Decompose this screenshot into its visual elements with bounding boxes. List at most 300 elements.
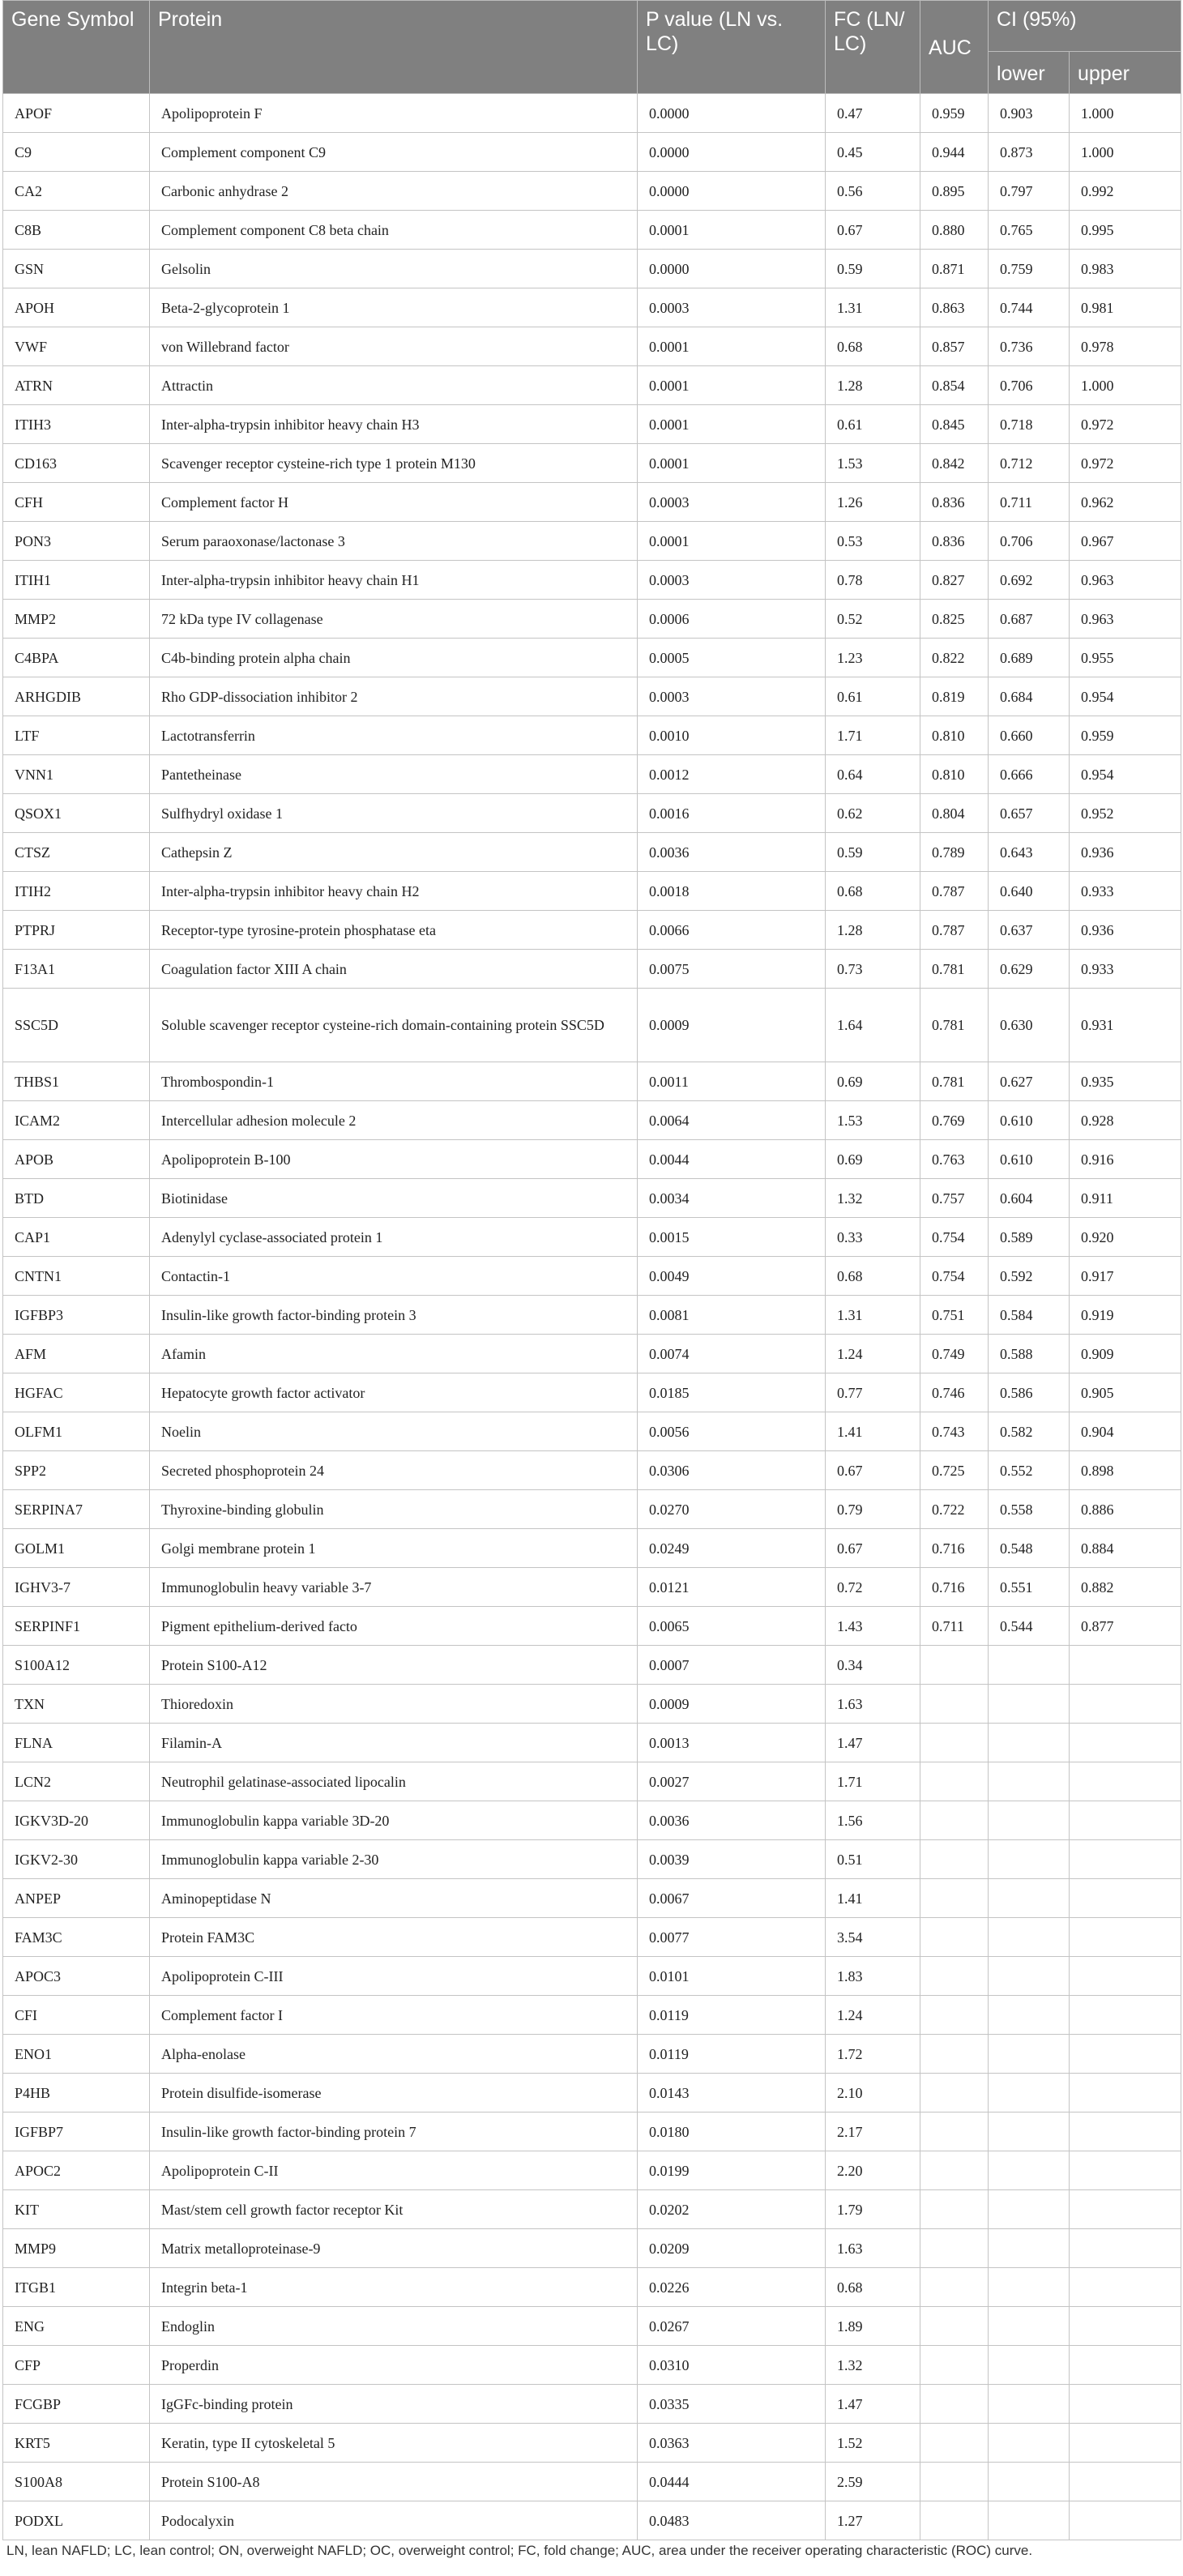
cell-ci-lower	[989, 2385, 1070, 2424]
cell-fc: 0.72	[826, 1568, 920, 1607]
cell-auc: 0.880	[920, 211, 989, 250]
cell-ci-upper: 1.000	[1070, 94, 1181, 133]
cell-protein: Integrin beta-1	[150, 2268, 638, 2307]
cell-fc: 1.79	[826, 2190, 920, 2229]
cell-p-value: 0.0056	[638, 1412, 826, 1451]
cell-ci-upper	[1070, 2424, 1181, 2463]
table-row	[3, 561, 1181, 600]
cell-auc: 0.810	[920, 755, 989, 794]
cell-ci-upper: 0.972	[1070, 405, 1181, 444]
cell-ci-upper: 0.981	[1070, 288, 1181, 327]
cell-auc: 0.804	[920, 794, 989, 833]
cell-fc: 0.69	[826, 1062, 920, 1101]
cell-fc: 0.78	[826, 561, 920, 600]
cell-auc: 0.716	[920, 1568, 989, 1607]
cell-protein: Receptor-type tyrosine-protein phosphatase eta	[150, 911, 638, 950]
cell-auc: 0.863	[920, 288, 989, 327]
cell-fc: 0.34	[826, 1646, 920, 1685]
cell-ci-lower: 0.643	[989, 833, 1070, 872]
table-row	[3, 327, 1181, 366]
cell-p-value: 0.0001	[638, 211, 826, 250]
cell-ci-upper: 0.963	[1070, 561, 1181, 600]
table-row	[3, 716, 1181, 755]
cell-fc: 1.56	[826, 1801, 920, 1840]
cell-p-value: 0.0065	[638, 1607, 826, 1646]
cell-ci-lower: 0.627	[989, 1062, 1070, 1101]
cell-ci-lower	[989, 2346, 1070, 2385]
cell-protein: Matrix metalloproteinase-9	[150, 2229, 638, 2268]
cell-ci-lower	[989, 1957, 1070, 1996]
cell-p-value: 0.0000	[638, 94, 826, 133]
cell-ci-lower: 0.657	[989, 794, 1070, 833]
cell-p-value: 0.0005	[638, 639, 826, 677]
cell-ci-lower: 0.666	[989, 755, 1070, 794]
cell-ci-lower	[989, 1801, 1070, 1840]
cell-p-value: 0.0018	[638, 872, 826, 911]
cell-gene-symbol: APOH	[3, 288, 150, 327]
cell-p-value: 0.0270	[638, 1490, 826, 1529]
cell-protein: Immunoglobulin kappa variable 2-30	[150, 1840, 638, 1879]
cell-auc: 0.763	[920, 1140, 989, 1179]
cell-gene-symbol: MMP9	[3, 2229, 150, 2268]
cell-fc: 1.71	[826, 1762, 920, 1801]
cell-gene-symbol: ITIH3	[3, 405, 150, 444]
cell-p-value: 0.0015	[638, 1218, 826, 1257]
cell-fc: 2.59	[826, 2463, 920, 2501]
table-row	[3, 1879, 1181, 1918]
cell-ci-upper	[1070, 1646, 1181, 1685]
cell-auc: 0.781	[920, 950, 989, 989]
cell-fc: 1.52	[826, 2424, 920, 2463]
table-row	[3, 2307, 1181, 2346]
cell-protein: Thrombospondin-1	[150, 1062, 638, 1101]
cell-p-value: 0.0202	[638, 2190, 826, 2229]
cell-ci-upper: 0.955	[1070, 639, 1181, 677]
table-row	[3, 1257, 1181, 1296]
cell-protein: Immunoglobulin heavy variable 3-7	[150, 1568, 638, 1607]
cell-protein: Aminopeptidase N	[150, 1879, 638, 1918]
cell-ci-upper: 0.904	[1070, 1412, 1181, 1451]
cell-gene-symbol: ITIH1	[3, 561, 150, 600]
cell-ci-lower: 0.759	[989, 250, 1070, 288]
cell-ci-lower: 0.586	[989, 1373, 1070, 1412]
table-row	[3, 600, 1181, 639]
cell-fc: 0.52	[826, 600, 920, 639]
cell-ci-lower	[989, 2035, 1070, 2074]
table-row	[3, 211, 1181, 250]
cell-gene-symbol: QSOX1	[3, 794, 150, 833]
cell-gene-symbol: CNTN1	[3, 1257, 150, 1296]
table-row	[3, 1218, 1181, 1257]
table-row	[3, 1957, 1181, 1996]
cell-fc: 1.31	[826, 288, 920, 327]
cell-auc	[920, 1801, 989, 1840]
cell-p-value: 0.0064	[638, 1101, 826, 1140]
cell-gene-symbol: S100A12	[3, 1646, 150, 1685]
cell-fc: 0.64	[826, 755, 920, 794]
cell-ci-lower: 0.640	[989, 872, 1070, 911]
cell-ci-upper: 0.978	[1070, 327, 1181, 366]
table-row	[3, 1373, 1181, 1412]
cell-gene-symbol: CFH	[3, 483, 150, 522]
cell-gene-symbol: AFM	[3, 1335, 150, 1373]
cell-gene-symbol: APOC3	[3, 1957, 150, 1996]
cell-ci-lower	[989, 2307, 1070, 2346]
cell-fc: 2.10	[826, 2074, 920, 2112]
cell-ci-lower	[989, 2074, 1070, 2112]
cell-p-value: 0.0036	[638, 1801, 826, 1840]
cell-auc	[920, 2112, 989, 2151]
cell-ci-upper: 0.963	[1070, 600, 1181, 639]
cell-protein: Afamin	[150, 1335, 638, 1373]
table-row	[3, 1840, 1181, 1879]
cell-fc: 1.24	[826, 1996, 920, 2035]
cell-protein: Inter-alpha-trypsin inhibitor heavy chain H2	[150, 872, 638, 911]
cell-p-value: 0.0001	[638, 366, 826, 405]
cell-fc: 0.62	[826, 794, 920, 833]
table-row	[3, 1335, 1181, 1373]
cell-auc: 0.711	[920, 1607, 989, 1646]
cell-ci-lower	[989, 1724, 1070, 1762]
cell-gene-symbol: THBS1	[3, 1062, 150, 1101]
table-row	[3, 2268, 1181, 2307]
cell-gene-symbol: IGKV2-30	[3, 1840, 150, 1879]
cell-auc	[920, 1840, 989, 1879]
cell-gene-symbol: FAM3C	[3, 1918, 150, 1957]
cell-fc: 0.53	[826, 522, 920, 561]
cell-ci-upper: 0.972	[1070, 444, 1181, 483]
cell-ci-lower	[989, 2424, 1070, 2463]
cell-protein: Protein S100-A8	[150, 2463, 638, 2501]
cell-ci-lower: 0.711	[989, 483, 1070, 522]
cell-ci-lower: 0.712	[989, 444, 1070, 483]
cell-fc: 1.72	[826, 2035, 920, 2074]
cell-ci-upper: 0.992	[1070, 172, 1181, 211]
cell-fc: 0.67	[826, 1529, 920, 1568]
cell-ci-upper	[1070, 1996, 1181, 2035]
cell-gene-symbol: LCN2	[3, 1762, 150, 1801]
cell-gene-symbol: ENG	[3, 2307, 150, 2346]
cell-ci-lower: 0.706	[989, 366, 1070, 405]
table-row	[3, 2151, 1181, 2190]
cell-gene-symbol: APOC2	[3, 2151, 150, 2190]
cell-auc: 0.749	[920, 1335, 989, 1373]
cell-ci-upper: 0.959	[1070, 716, 1181, 755]
cell-ci-upper: 0.967	[1070, 522, 1181, 561]
cell-ci-upper: 0.936	[1070, 911, 1181, 950]
cell-ci-lower: 0.629	[989, 950, 1070, 989]
cell-fc: 1.47	[826, 2385, 920, 2424]
cell-p-value: 0.0027	[638, 1762, 826, 1801]
cell-gene-symbol: ICAM2	[3, 1101, 150, 1140]
cell-protein: Neutrophil gelatinase-associated lipocalin	[150, 1762, 638, 1801]
cell-protein: Cathepsin Z	[150, 833, 638, 872]
table-row	[3, 94, 1181, 133]
cell-auc: 0.787	[920, 911, 989, 950]
table-row	[3, 1996, 1181, 2035]
cell-gene-symbol: SERPINF1	[3, 1607, 150, 1646]
cell-gene-symbol: CTSZ	[3, 833, 150, 872]
cell-p-value: 0.0310	[638, 2346, 826, 2385]
cell-auc: 0.757	[920, 1179, 989, 1218]
cell-protein: Rho GDP-dissociation inhibitor 2	[150, 677, 638, 716]
cell-protein: Apolipoprotein C-II	[150, 2151, 638, 2190]
cell-ci-lower	[989, 2190, 1070, 2229]
table-row	[3, 2190, 1181, 2229]
cell-ci-upper: 0.983	[1070, 250, 1181, 288]
cell-p-value: 0.0009	[638, 989, 826, 1062]
cell-protein: Pantetheinase	[150, 755, 638, 794]
cell-fc: 2.17	[826, 2112, 920, 2151]
cell-gene-symbol: VNN1	[3, 755, 150, 794]
cell-protein: Beta-2-glycoprotein 1	[150, 288, 638, 327]
cell-protein: 72 kDa type IV collagenase	[150, 600, 638, 639]
cell-protein: Lactotransferrin	[150, 716, 638, 755]
cell-protein: Complement factor H	[150, 483, 638, 522]
cell-ci-upper	[1070, 1879, 1181, 1918]
cell-p-value: 0.0039	[638, 1840, 826, 1879]
cell-ci-lower: 0.736	[989, 327, 1070, 366]
cell-auc: 0.746	[920, 1373, 989, 1412]
cell-p-value: 0.0012	[638, 755, 826, 794]
cell-p-value: 0.0143	[638, 2074, 826, 2112]
cell-auc	[920, 1957, 989, 1996]
cell-ci-lower: 0.548	[989, 1529, 1070, 1568]
table-row	[3, 1918, 1181, 1957]
cell-auc	[920, 2346, 989, 2385]
cell-auc: 0.789	[920, 833, 989, 872]
cell-fc: 1.63	[826, 2229, 920, 2268]
cell-p-value: 0.0199	[638, 2151, 826, 2190]
cell-auc	[920, 2035, 989, 2074]
cell-protein: Apolipoprotein F	[150, 94, 638, 133]
cell-ci-lower	[989, 2268, 1070, 2307]
table-row	[3, 872, 1181, 911]
table-row	[3, 2074, 1181, 2112]
cell-p-value: 0.0011	[638, 1062, 826, 1101]
cell-p-value: 0.0034	[638, 1179, 826, 1218]
cell-fc: 1.63	[826, 1685, 920, 1724]
cell-protein: Filamin-A	[150, 1724, 638, 1762]
cell-fc: 1.89	[826, 2307, 920, 2346]
cell-gene-symbol: APOF	[3, 94, 150, 133]
cell-gene-symbol: MMP2	[3, 600, 150, 639]
cell-ci-upper: 0.916	[1070, 1140, 1181, 1179]
cell-ci-lower: 0.903	[989, 94, 1070, 133]
cell-ci-upper	[1070, 2035, 1181, 2074]
table-body	[3, 94, 1181, 2540]
table-row	[3, 1062, 1181, 1101]
cell-fc: 3.54	[826, 1918, 920, 1957]
cell-auc	[920, 1646, 989, 1685]
cell-auc	[920, 2424, 989, 2463]
cell-fc: 1.32	[826, 1179, 920, 1218]
cell-fc: 1.27	[826, 2501, 920, 2540]
cell-protein: Scavenger receptor cysteine-rich type 1 protein M130	[150, 444, 638, 483]
cell-fc: 0.77	[826, 1373, 920, 1412]
cell-p-value: 0.0101	[638, 1957, 826, 1996]
cell-gene-symbol: ITIH2	[3, 872, 150, 911]
cell-ci-upper	[1070, 2346, 1181, 2385]
cell-auc: 0.787	[920, 872, 989, 911]
table-row	[3, 639, 1181, 677]
cell-p-value: 0.0010	[638, 716, 826, 755]
cell-gene-symbol: TXN	[3, 1685, 150, 1724]
cell-ci-lower: 0.689	[989, 639, 1070, 677]
cell-protein: Alpha-enolase	[150, 2035, 638, 2074]
cell-ci-lower	[989, 1762, 1070, 1801]
cell-fc: 1.47	[826, 1724, 920, 1762]
cell-ci-upper	[1070, 1762, 1181, 1801]
cell-protein: Golgi membrane protein 1	[150, 1529, 638, 1568]
cell-ci-upper: 0.909	[1070, 1335, 1181, 1373]
cell-ci-upper: 0.905	[1070, 1373, 1181, 1412]
cell-protein: Complement component C9	[150, 133, 638, 172]
cell-p-value: 0.0185	[638, 1373, 826, 1412]
cell-ci-upper: 0.935	[1070, 1062, 1181, 1101]
cell-ci-upper	[1070, 1918, 1181, 1957]
cell-p-value: 0.0363	[638, 2424, 826, 2463]
cell-fc: 1.32	[826, 2346, 920, 2385]
cell-p-value: 0.0306	[638, 1451, 826, 1490]
cell-p-value: 0.0077	[638, 1918, 826, 1957]
cell-p-value: 0.0036	[638, 833, 826, 872]
cell-gene-symbol: IGFBP7	[3, 2112, 150, 2151]
cell-gene-symbol: ARHGDIB	[3, 677, 150, 716]
cell-gene-symbol: LTF	[3, 716, 150, 755]
cell-ci-upper: 0.882	[1070, 1568, 1181, 1607]
cell-auc: 0.871	[920, 250, 989, 288]
cell-p-value: 0.0007	[638, 1646, 826, 1685]
cell-auc	[920, 2151, 989, 2190]
cell-fc: 1.26	[826, 483, 920, 522]
cell-ci-upper	[1070, 2229, 1181, 2268]
cell-gene-symbol: SPP2	[3, 1451, 150, 1490]
cell-protein: von Willebrand factor	[150, 327, 638, 366]
cell-ci-upper: 0.936	[1070, 833, 1181, 872]
cell-fc: 0.68	[826, 1257, 920, 1296]
cell-protein: Hepatocyte growth factor activator	[150, 1373, 638, 1412]
table-row	[3, 2346, 1181, 2385]
table-row	[3, 1529, 1181, 1568]
cell-p-value: 0.0267	[638, 2307, 826, 2346]
table-row	[3, 755, 1181, 794]
cell-p-value: 0.0119	[638, 2035, 826, 2074]
cell-p-value: 0.0001	[638, 405, 826, 444]
cell-ci-lower	[989, 2229, 1070, 2268]
cell-ci-lower	[989, 2463, 1070, 2501]
cell-p-value: 0.0121	[638, 1568, 826, 1607]
cell-auc	[920, 2307, 989, 2346]
cell-ci-lower: 0.660	[989, 716, 1070, 755]
cell-ci-upper	[1070, 2463, 1181, 2501]
cell-ci-lower: 0.718	[989, 405, 1070, 444]
cell-p-value: 0.0081	[638, 1296, 826, 1335]
cell-ci-upper	[1070, 2112, 1181, 2151]
cell-auc: 0.722	[920, 1490, 989, 1529]
cell-gene-symbol: PON3	[3, 522, 150, 561]
cell-gene-symbol: ENO1	[3, 2035, 150, 2074]
cell-gene-symbol: CAP1	[3, 1218, 150, 1257]
cell-ci-upper	[1070, 2385, 1181, 2424]
cell-protein: Carbonic anhydrase 2	[150, 172, 638, 211]
table-row	[3, 794, 1181, 833]
table-row	[3, 366, 1181, 405]
cell-ci-lower: 0.744	[989, 288, 1070, 327]
table-row	[3, 2463, 1181, 2501]
table-row	[3, 483, 1181, 522]
cell-auc	[920, 2190, 989, 2229]
table-row	[3, 288, 1181, 327]
cell-ci-upper: 0.931	[1070, 989, 1181, 1062]
cell-auc: 0.854	[920, 366, 989, 405]
table-row	[3, 2501, 1181, 2540]
cell-auc: 0.827	[920, 561, 989, 600]
cell-ci-upper: 0.933	[1070, 950, 1181, 989]
cell-p-value: 0.0119	[638, 1996, 826, 2035]
cell-fc: 1.24	[826, 1335, 920, 1373]
cell-ci-lower: 0.551	[989, 1568, 1070, 1607]
table-row	[3, 250, 1181, 288]
cell-protein: Properdin	[150, 2346, 638, 2385]
cell-auc: 0.825	[920, 600, 989, 639]
cell-protein: Biotinidase	[150, 1179, 638, 1218]
cell-protein: Insulin-like growth factor-binding protein 3	[150, 1296, 638, 1335]
cell-auc	[920, 1918, 989, 1957]
table-row	[3, 133, 1181, 172]
cell-protein: Coagulation factor XIII A chain	[150, 950, 638, 989]
cell-auc: 0.716	[920, 1529, 989, 1568]
cell-ci-upper: 0.933	[1070, 872, 1181, 911]
cell-auc: 0.781	[920, 989, 989, 1062]
cell-ci-upper: 0.898	[1070, 1451, 1181, 1490]
cell-fc: 0.61	[826, 677, 920, 716]
cell-auc	[920, 2463, 989, 2501]
cell-p-value: 0.0483	[638, 2501, 826, 2540]
table-row	[3, 1646, 1181, 1685]
cell-gene-symbol: PTPRJ	[3, 911, 150, 950]
cell-fc: 1.41	[826, 1412, 920, 1451]
cell-fc: 1.28	[826, 366, 920, 405]
table-row	[3, 444, 1181, 483]
cell-gene-symbol: ANPEP	[3, 1879, 150, 1918]
cell-auc: 0.959	[920, 94, 989, 133]
cell-fc: 1.41	[826, 1879, 920, 1918]
cell-ci-upper	[1070, 2307, 1181, 2346]
header-auc: AUC	[920, 1, 989, 94]
table-row	[3, 911, 1181, 950]
cell-p-value: 0.0249	[638, 1529, 826, 1568]
cell-protein: Insulin-like growth factor-binding protein 7	[150, 2112, 638, 2151]
cell-ci-upper: 0.919	[1070, 1296, 1181, 1335]
cell-gene-symbol: KRT5	[3, 2424, 150, 2463]
table-row	[3, 1296, 1181, 1335]
cell-auc	[920, 2501, 989, 2540]
cell-ci-lower	[989, 2501, 1070, 2540]
cell-ci-upper	[1070, 2151, 1181, 2190]
cell-gene-symbol: CD163	[3, 444, 150, 483]
protein-table	[2, 0, 1181, 2540]
cell-ci-lower: 0.589	[989, 1218, 1070, 1257]
cell-ci-upper	[1070, 1957, 1181, 1996]
cell-fc: 1.53	[826, 1101, 920, 1140]
cell-auc	[920, 1685, 989, 1724]
cell-auc	[920, 2268, 989, 2307]
cell-gene-symbol: CFI	[3, 1996, 150, 2035]
cell-ci-upper	[1070, 1801, 1181, 1840]
cell-p-value: 0.0075	[638, 950, 826, 989]
cell-protein: Keratin, type II cytoskeletal 5	[150, 2424, 638, 2463]
